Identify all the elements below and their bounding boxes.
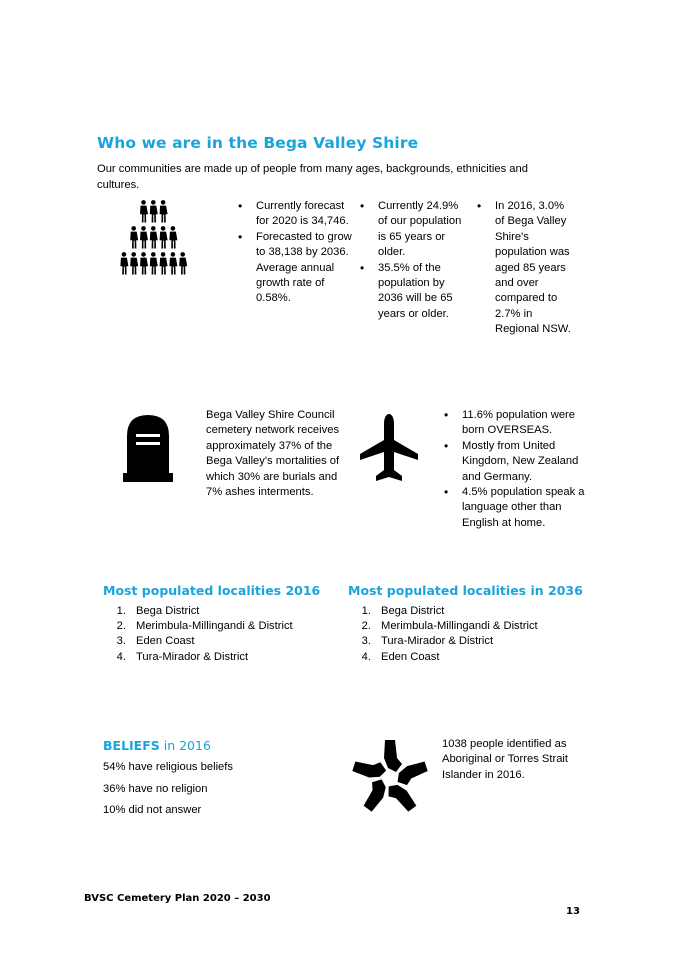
list-item: • 11.6% population were born OVERSEAS.: [440, 408, 585, 439]
overseas-list: [440, 408, 585, 531]
population-elderly-list: [473, 199, 575, 338]
population-forecast-list: [234, 199, 352, 307]
cemetery-network-text: Bega Valley Shire Council cemetery network receives approximately 37% of the Bega Valley's mortalities of which 30% are burials and 7% ashes interments.: [206, 409, 340, 499]
list-item: • Currently 24.9% of our population is 65 years or older.: [356, 199, 468, 261]
list-item: • Mostly from United Kingdom, New Zealand and Germany.: [440, 439, 585, 485]
indigenous-text: 1038 people identified as Aboriginal or Torres Strait Islander in 2016.: [442, 738, 569, 781]
localities-2016-list: [104, 604, 334, 665]
list-item: 4. Tura-Mirador & District: [116, 650, 249, 663]
headstone-icon: [122, 412, 174, 484]
list-item: 3. Eden Coast: [116, 635, 195, 648]
list-item: 4. Eden Coast: [361, 650, 440, 663]
page-number: 13: [566, 906, 580, 917]
joined-hands-icon: [350, 738, 430, 816]
section-intro: Our communities are made up of people from many ages, backgrounds, ethnicities and cultures.: [97, 163, 528, 191]
beliefs-list: [103, 757, 323, 822]
list-item: 1. Bega District: [116, 605, 200, 617]
list-item: 3. Tura-Mirador & District: [361, 635, 494, 648]
list-item: • In 2016, 3.0% of Bega Valley Shire's population was aged 85 years and over compared to 2.7% in Regional NSW.: [473, 199, 575, 338]
section-title: Who we are in the Bega Valley Shire: [97, 134, 419, 152]
list-item: • 4.5% population speak a language other than English at home.: [440, 485, 585, 531]
list-item: • Forecasted to grow to 38,138 by 2036. Average annual growth rate of 0.58%.: [234, 230, 352, 307]
list-item: 36% have no religion: [103, 782, 208, 795]
localities-2016-title: Most populated localities 2016: [103, 583, 321, 598]
footer-doc-title: BVSC Cemetery Plan 2020 – 2030: [84, 893, 271, 904]
list-item: 2. Merimbula-Millingandi & District: [116, 620, 293, 633]
people-pyramid-icon: [118, 200, 190, 278]
population-age-list: [356, 199, 468, 322]
list-item: 2. Merimbula-Millingandi & District: [361, 620, 538, 633]
list-item: 10% did not answer: [103, 804, 202, 816]
list-item: • Currently forecast for 2020 is 34,746.: [234, 199, 352, 230]
list-item: 54% have religious beliefs: [103, 761, 233, 773]
list-item: • 35.5% of the population by 2036 will be 65 years or older.: [356, 261, 468, 323]
airplane-icon: [358, 412, 420, 484]
localities-2036-title: Most populated localities in 2036: [348, 583, 583, 598]
list-item: 1. Bega District: [361, 605, 445, 617]
localities-2036-list: [349, 604, 579, 665]
beliefs-title: BELIEFS in 2016: [103, 738, 211, 753]
